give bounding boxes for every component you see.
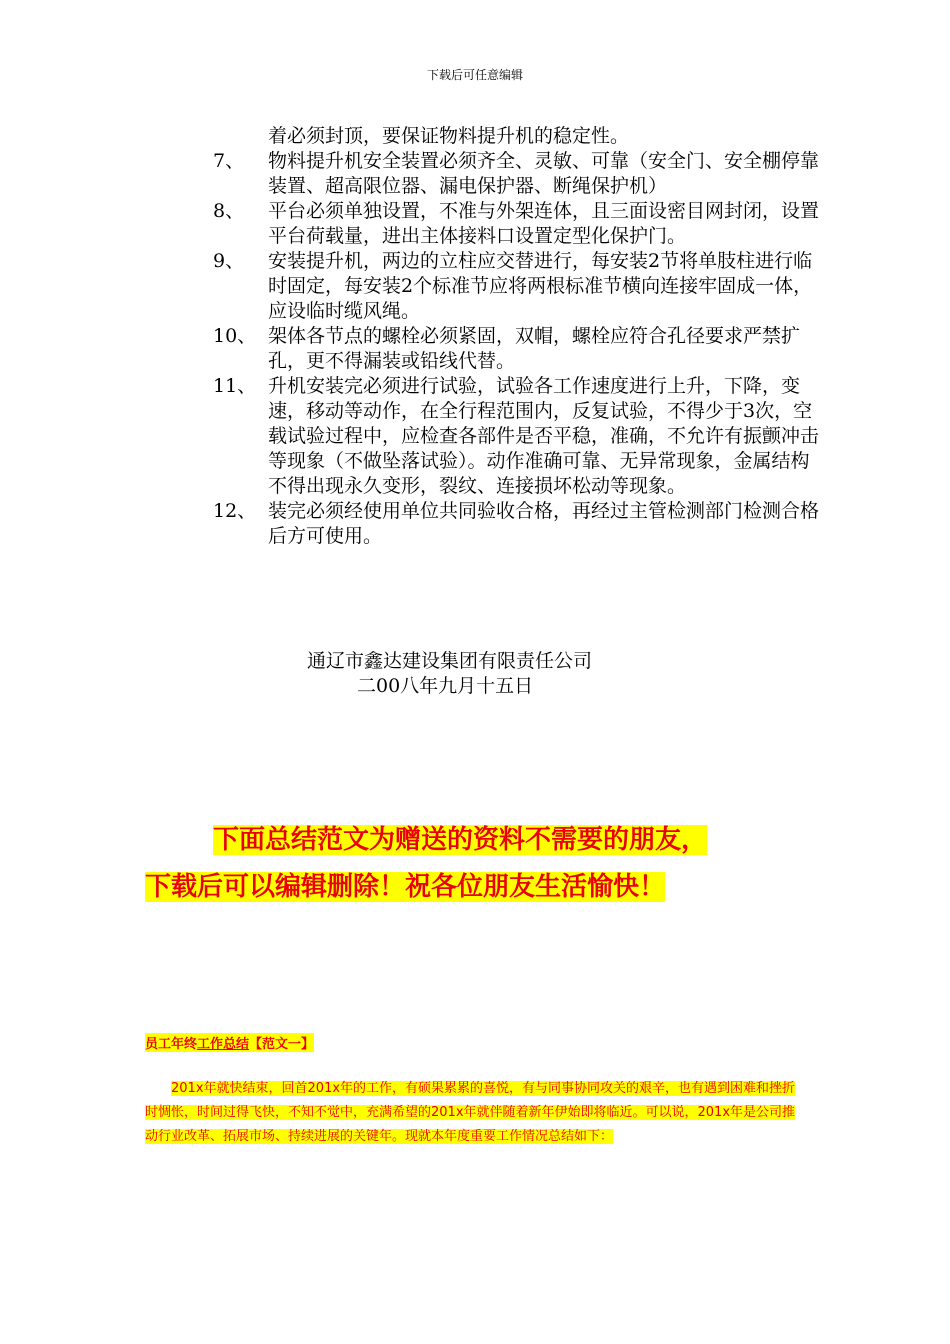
- list-item: [213, 149, 825, 199]
- signature-date: 二00八年九月十五日: [357, 675, 534, 697]
- page-header: 下载后可任意编辑: [426, 68, 523, 82]
- list-item: [213, 249, 825, 324]
- item-text: 平台必须单独设置，不准与外架连体，且三面设密目网封闭，设置平台荷载量，进出主体接料口设置定型化保护门。: [268, 200, 820, 247]
- item-number: 10、: [213, 325, 257, 347]
- list-item: [213, 199, 825, 249]
- item-number: 9、: [213, 250, 245, 272]
- item-number: 11、: [213, 375, 257, 397]
- list-intro: 着必须封顶，要保证物料提升机的稳定性。: [268, 125, 630, 147]
- list-item: [213, 374, 825, 499]
- list-item: [213, 324, 825, 374]
- promo-line-2-text: 下载后可以编辑删除！祝各位朋友生活愉快！: [145, 872, 666, 902]
- requirements-list: [213, 124, 825, 549]
- item-text: 物料提升机安全装置必须齐全、灵敏、可靠（安全门、安全棚停靠装置、超高限位器、漏电保护器、断绳保护机）: [268, 150, 820, 197]
- promo-line-1: [213, 822, 707, 858]
- item-text: 架体各节点的螺栓必须紧固，双帽，螺栓应符合孔径要求严禁扩孔，更不得漏装或铅线代替。: [268, 325, 801, 372]
- sample-title-suffix: 【范文一】: [249, 1037, 315, 1052]
- item-number: 7、: [213, 150, 245, 172]
- item-number: 12、: [213, 500, 257, 522]
- list-item: [213, 499, 825, 549]
- sample-title: [145, 1033, 314, 1052]
- promo-line-1-text: 下面总结范文为赠送的资料不需要的朋友，: [213, 825, 708, 855]
- promo-line-2: [145, 869, 665, 905]
- signature-company: 通辽市鑫达建设集团有限责任公司: [307, 650, 593, 672]
- item-text: 装完必须经使用单位共同验收合格，再经过主管检测部门检测合格后方可使用。: [268, 500, 820, 547]
- sample-title-prefix: 员工年终: [145, 1037, 198, 1052]
- item-text: 安装提升机，两边的立柱应交替进行，每安装2节将单肢柱进行临时固定，每安装2个标准节应将两根标准节横向连接牢固成一体，应设临时缆风绳。: [268, 250, 813, 322]
- item-text: 升机安装完必须进行试验，试验各工作速度进行上升，下降，变速，移动等动作，在全行程范围内，反复试验，不得少于3次，空载试验过程中，应检查各部件是否平稳，准确，不允许有振颤冲击等现象（不做坠落试验）。动作准确可靠、无异常现象，金属结构不得出现永久变形，裂纹、连接损坏松动等现象。: [268, 375, 820, 497]
- sample-body-text: 201x年就快结束，回首201x年的工作，有硕果累累的喜悦，有与同事协同攻关的艰辛，也有遇到困难和挫折时惆怅，时间过得飞快，不知不觉中，充满希望的201x年就伴随着新年伊始即将临近。可以说，201x年是公司推动行业改革、拓展市场、持续进展的关键年。现就本年度重要工作情况总结如下：: [145, 1081, 796, 1144]
- sample-body: [145, 1077, 805, 1149]
- sample-title-link[interactable]: 工作总结: [197, 1037, 250, 1052]
- item-number: 8、: [213, 200, 245, 222]
